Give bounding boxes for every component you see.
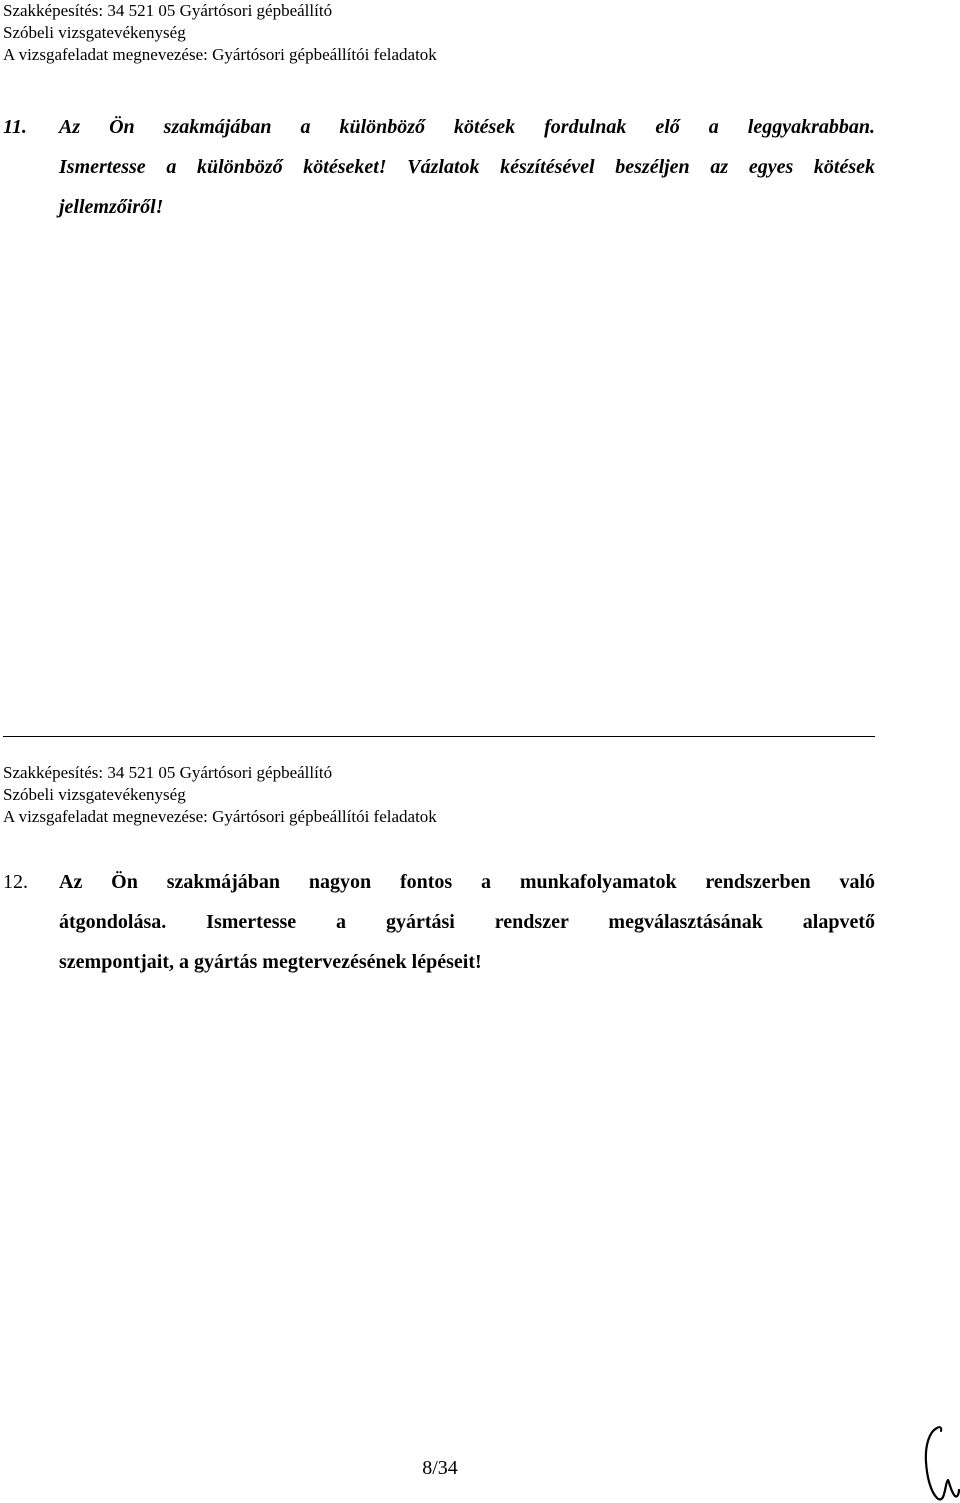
page-divider xyxy=(3,736,875,737)
question-12-row-3 xyxy=(3,942,875,982)
question-12-line-3: szempontjait, a gyártás megtervezésének lépéseit! xyxy=(59,951,482,973)
page-number: 8/34 xyxy=(422,1457,458,1479)
page-header-bottom xyxy=(3,762,703,828)
question-11-row-2 xyxy=(3,147,875,187)
question-11-row-3 xyxy=(3,187,875,227)
question-11-line-2: Ismertesse a különböző kötéseket! Vázlatok készítésével beszéljen az egyes kötések xyxy=(59,156,875,178)
header-task-name: A vizsgafeladat megnevezése: Gyártósori gépbeállítói feladatok xyxy=(3,45,437,64)
question-11-row-1 xyxy=(3,107,875,147)
question-11 xyxy=(3,107,875,227)
question-11-number: 11. xyxy=(3,116,27,138)
page-header-top xyxy=(3,0,703,66)
header-qualification: Szakképesítés: 34 521 05 Gyártósori gépbeállító xyxy=(3,1,333,20)
question-12-line-1: Az Ön szakmájában nagyon fontos a munkafolyamatok rendszerben való xyxy=(59,871,875,893)
header-exam-activity: Szóbeli vizsgatevékenység xyxy=(3,785,186,804)
question-11-line-1: Az Ön szakmájában a különböző kötések fordulnak elő a leggyakrabban. xyxy=(59,116,875,138)
question-12-row-1 xyxy=(3,862,875,902)
question-12-line-2: átgondolása. Ismertesse a gyártási rendszer megválasztásának alapvető xyxy=(59,911,875,933)
question-12-row-2 xyxy=(3,902,875,942)
header-exam-activity: Szóbeli vizsgatevékenység xyxy=(3,23,186,42)
header-task-name: A vizsgafeladat megnevezése: Gyártósori gépbeállítói feladatok xyxy=(3,807,437,826)
question-12-number: 12. xyxy=(3,871,28,893)
question-11-line-3: jellemzőiről! xyxy=(59,196,164,218)
question-12 xyxy=(3,862,875,982)
handwritten-signature xyxy=(915,1422,960,1503)
header-qualification: Szakképesítés: 34 521 05 Gyártósori gépbeállító xyxy=(3,763,333,782)
